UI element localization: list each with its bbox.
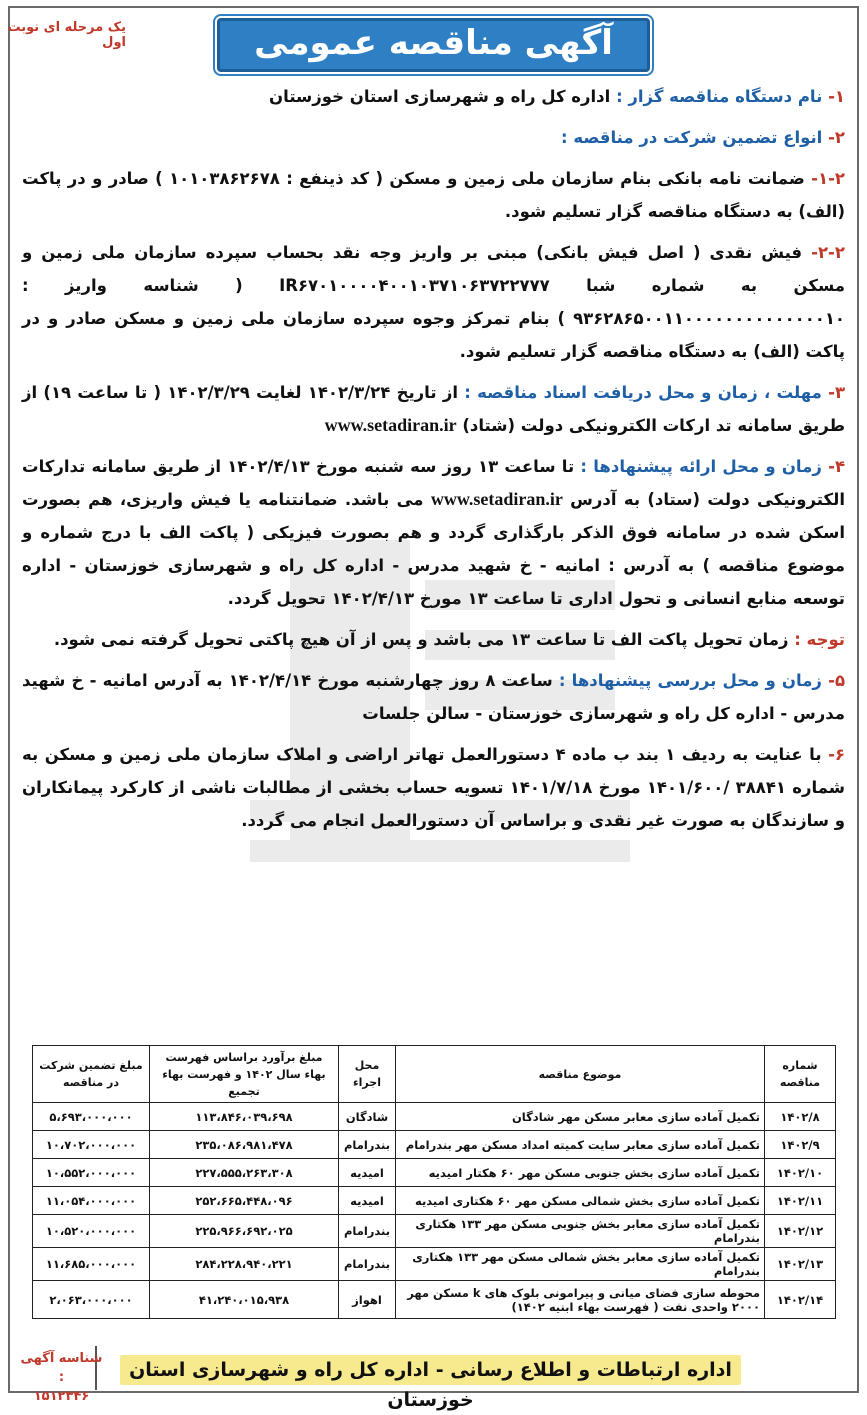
section-3-website-link[interactable]: www.setadiran.ir xyxy=(324,415,457,435)
notice-id-label: شناسه آگهی : xyxy=(20,1351,103,1385)
cell-tender-number: ۱۴۰۲/۸ xyxy=(765,1103,836,1131)
section-4-number: ۴- xyxy=(828,457,846,476)
notice-id-value: ۱۵۱۲۳۴۶ xyxy=(33,1389,90,1404)
section-2-number: ۲- xyxy=(828,128,845,147)
cell-location: امیدیه xyxy=(339,1159,396,1187)
cell-estimate: ۲۵۲،۶۶۵،۴۴۸،۰۹۶ xyxy=(150,1187,339,1215)
notice-title: آگهی مناقصه عمومی xyxy=(217,18,650,72)
table-row xyxy=(33,1281,836,1319)
cell-subject: تکمیل آماده سازی معابر بخش جنوبی مسکن مهر ۱۳۳ هکتاری بندرامام xyxy=(396,1215,765,1248)
cell-guarantee: ۱۱،۶۸۵،۰۰۰،۰۰۰ xyxy=(33,1248,150,1281)
section-2-1-text: ضمانت نامه بانکی بنام سازمان ملی زمین و مسکن ( کد ذینفع : ۱۰۱۰۳۸۶۲۶۷۸ ) صادر و در پاکت (الف) به دستگاه مناقصه گزار تسلیم شود. xyxy=(22,169,845,221)
table-row xyxy=(33,1131,836,1159)
cell-subject: تکمیل آماده سازی معابر سایت کمیته امداد مسکن مهر بندرامام xyxy=(396,1131,765,1159)
cell-tender-number: ۱۴۰۲/۹ xyxy=(765,1131,836,1159)
section-2 xyxy=(22,121,845,154)
cell-subject: تکمیل آماده سازی معابر بخش شمالی مسکن مهر ۱۳۳ هکتاری بندرامام xyxy=(396,1248,765,1281)
section-3-label: مهلت ، زمان و محل دریافت اسناد مناقصه : xyxy=(464,383,822,402)
table-header-row xyxy=(33,1046,836,1103)
section-2-label: انواع تضمین شرکت در مناقصه : xyxy=(561,128,823,147)
cell-guarantee: ۵،۶۹۳،۰۰۰،۰۰۰ xyxy=(33,1103,150,1131)
cell-guarantee: ۱۱،۰۵۴،۰۰۰،۰۰۰ xyxy=(33,1187,150,1215)
cell-estimate: ۲۲۷،۵۵۵،۲۶۳،۳۰۸ xyxy=(150,1159,339,1187)
note xyxy=(22,623,845,656)
section-1 xyxy=(22,80,845,113)
cell-location: بندرامام xyxy=(339,1131,396,1159)
cell-guarantee: ۱۰،۵۵۲،۰۰۰،۰۰۰ xyxy=(33,1159,150,1187)
cell-guarantee: ۲،۰۶۳،۰۰۰،۰۰۰ xyxy=(33,1281,150,1319)
section-5-label: زمان و محل بررسی پیشنهادها : xyxy=(558,671,822,690)
section-2-2-number: ۲-۲- xyxy=(811,243,845,262)
stage-label: یک مرحله ای نوبت اول xyxy=(7,20,126,50)
table-row xyxy=(33,1103,836,1131)
section-5 xyxy=(22,664,845,730)
cell-subject: تکمیل آماده سازی بخش شمالی مسکن مهر ۶۰ هکتاری امیدیه xyxy=(396,1187,765,1215)
section-5-number: ۵- xyxy=(828,671,846,690)
cell-location: بندرامام xyxy=(339,1215,396,1248)
note-label: توجه : xyxy=(794,630,845,649)
cell-estimate: ۲۸۴،۲۲۸،۹۴۰،۲۲۱ xyxy=(150,1248,339,1281)
cell-tender-number: ۱۴۰۲/۱۴ xyxy=(765,1281,836,1319)
cell-location: امیدیه xyxy=(339,1187,396,1215)
section-3 xyxy=(22,376,845,442)
section-6-number: ۶- xyxy=(828,745,846,764)
tender-table xyxy=(32,1045,836,1319)
cell-subject: محوطه سازی فضای میانی و پیرامونی بلوک های k مسکن مهر ۲۰۰۰ واحدی نفت ( فهرست بهاء ابنیه ۱۴۰۲) xyxy=(396,1281,765,1319)
header-estimate: مبلغ برآورد براساس فهرست بهاء سال ۱۴۰۲ و فهرست بهاء تجمیع xyxy=(150,1046,339,1103)
section-4-text-1: تا ساعت ۱۳ روز سه شنبه مورخ ۱۴۰۲/۴/۱۳ از طریق سامانه تدارکات الکترونیکی دولت (ستاد) به آدرس xyxy=(22,457,845,509)
cell-tender-number: ۱۴۰۲/۱۲ xyxy=(765,1215,836,1248)
section-4-label: زمان و محل ارائه پیشنهادها : xyxy=(580,457,822,476)
cell-estimate: ۱۱۳،۸۴۶،۰۳۹،۶۹۸ xyxy=(150,1103,339,1131)
cell-location: بندرامام xyxy=(339,1248,396,1281)
section-4-text-2: می باشد. ضمانتنامه یا فیش واریزی، هم بصورت اسکن شده در سامانه فوق الذکر بارگذاری گردد و هم بصورت فیزیکی ( پاکت الف با درج شماره و موضوع مناقصه ) به آدرس : امانیه - خ شهید مدرس - اداره کل راه و شهرسازی خوزستان - اداره توسعه منابع انسانی و تحول اداری تا ساعت ۱۳ مورخ ۱۴۰۲/۴/۱۳ تحویل گردد. xyxy=(22,490,845,608)
header-tender-number: شماره مناقصه xyxy=(765,1046,836,1103)
cell-tender-number: ۱۴۰۲/۱۱ xyxy=(765,1187,836,1215)
header-subject: موضوع مناقصه xyxy=(396,1046,765,1103)
cell-estimate: ۲۲۵،۹۶۶،۶۹۲،۰۲۵ xyxy=(150,1215,339,1248)
cell-guarantee: ۱۰،۷۰۲،۰۰۰،۰۰۰ xyxy=(33,1131,150,1159)
cell-estimate: ۴۱،۲۴۰،۰۱۵،۹۳۸ xyxy=(150,1281,339,1319)
notice-id xyxy=(20,1349,103,1406)
header-guarantee: مبلغ تضمین شرکت در مناقصه xyxy=(33,1046,150,1103)
section-5-text: ساعت ۸ روز چهارشنبه مورخ ۱۴۰۲/۴/۱۴ به آدرس امانیه - خ شهید مدرس - اداره کل راه و شهرسازی خوزستان - سالن جلسات xyxy=(22,671,845,723)
section-3-text: از تاریخ ۱۴۰۲/۳/۲۴ لغایت ۱۴۰۲/۳/۲۹ ( تا ساعت ۱۹) از طریق سامانه تد ارکات الکترونیکی دولت (شتاد) xyxy=(22,383,845,435)
section-3-number: ۳- xyxy=(828,383,846,402)
section-6-text: با عنایت به ردیف ۱ بند ب ماده ۴ دستورالعمل تهاتر اراضی و املاک سازمان ملی زمین و مسکن به شماره ۳۸۸۴۱ /۱۴۰۱/۶۰۰ مورخ ۱۴۰۱/۷/۱۸ تسویه حساب بخشی از مطالبات ناشی از کارکرد پیمانکاران و سازندگان به صورت غیر نقدی و براساس آن دستورالعمل انجام می گردد. xyxy=(22,745,845,830)
section-2-2 xyxy=(22,236,845,368)
cell-estimate: ۲۳۵،۰۸۶،۹۸۱،۴۷۸ xyxy=(150,1131,339,1159)
cell-subject: تکمیل آماده سازی بخش جنوبی مسکن مهر ۶۰ هکتار امیدیه xyxy=(396,1159,765,1187)
cell-tender-number: ۱۴۰۲/۱۳ xyxy=(765,1248,836,1281)
section-2-1 xyxy=(22,162,845,228)
cell-subject: تکمیل آماده سازی معابر مسکن مهر شادگان xyxy=(396,1103,765,1131)
cell-location: اهواز xyxy=(339,1281,396,1319)
notice-body xyxy=(22,80,845,845)
footer-banner: اداره ارتباطات و اطلاع رسانی - اداره کل راه و شهرسازی استان خوزستان xyxy=(120,1355,741,1385)
section-1-number: ۱- xyxy=(828,87,845,106)
section-2-1-number: ۱-۲- xyxy=(811,169,846,188)
section-4-website-link[interactable]: www.setadiran.ir xyxy=(430,489,563,509)
table-row xyxy=(33,1187,836,1215)
note-text: زمان تحویل پاکت الف تا ساعت ۱۳ می باشد و پس از آن هیچ پاکتی تحویل گرفته نمی شود. xyxy=(53,630,789,649)
cell-location: شادگان xyxy=(339,1103,396,1131)
section-6 xyxy=(22,738,845,837)
cell-guarantee: ۱۰،۵۲۰،۰۰۰،۰۰۰ xyxy=(33,1215,150,1248)
table-row xyxy=(33,1159,836,1187)
table-row xyxy=(33,1248,836,1281)
table-row xyxy=(33,1215,836,1248)
cell-tender-number: ۱۴۰۲/۱۰ xyxy=(765,1159,836,1187)
section-2-2-text: فیش نقدی ( اصل فیش بانکی) مبنی بر واریز وجه نقد بحساب سپرده سازمان ملی زمین و مسکن به شماره شبا IR۶۷۰۱۰۰۰۰۴۰۰۱۰۳۷۱۰۶۳۷۲۲۷۷۷ ( شناسه واریز : ۹۳۶۲۸۶۵۰۰۱۱۰۰۰۰۰۰۰۰۰۰۰۰۰۰۱۰ ) بنام تمرکز وجوه سپرده سازمان ملی زمین و مسکن صادر و در پاکت (الف) به دستگاه مناقصه گزار تسلیم شود. xyxy=(22,243,845,361)
header-location: محل اجراء xyxy=(339,1046,396,1103)
section-1-label: نام دستگاه مناقصه گزار : xyxy=(616,87,823,106)
section-1-text: اداره کل راه و شهرسازی استان خوزستان xyxy=(269,87,611,106)
section-4 xyxy=(22,450,845,615)
